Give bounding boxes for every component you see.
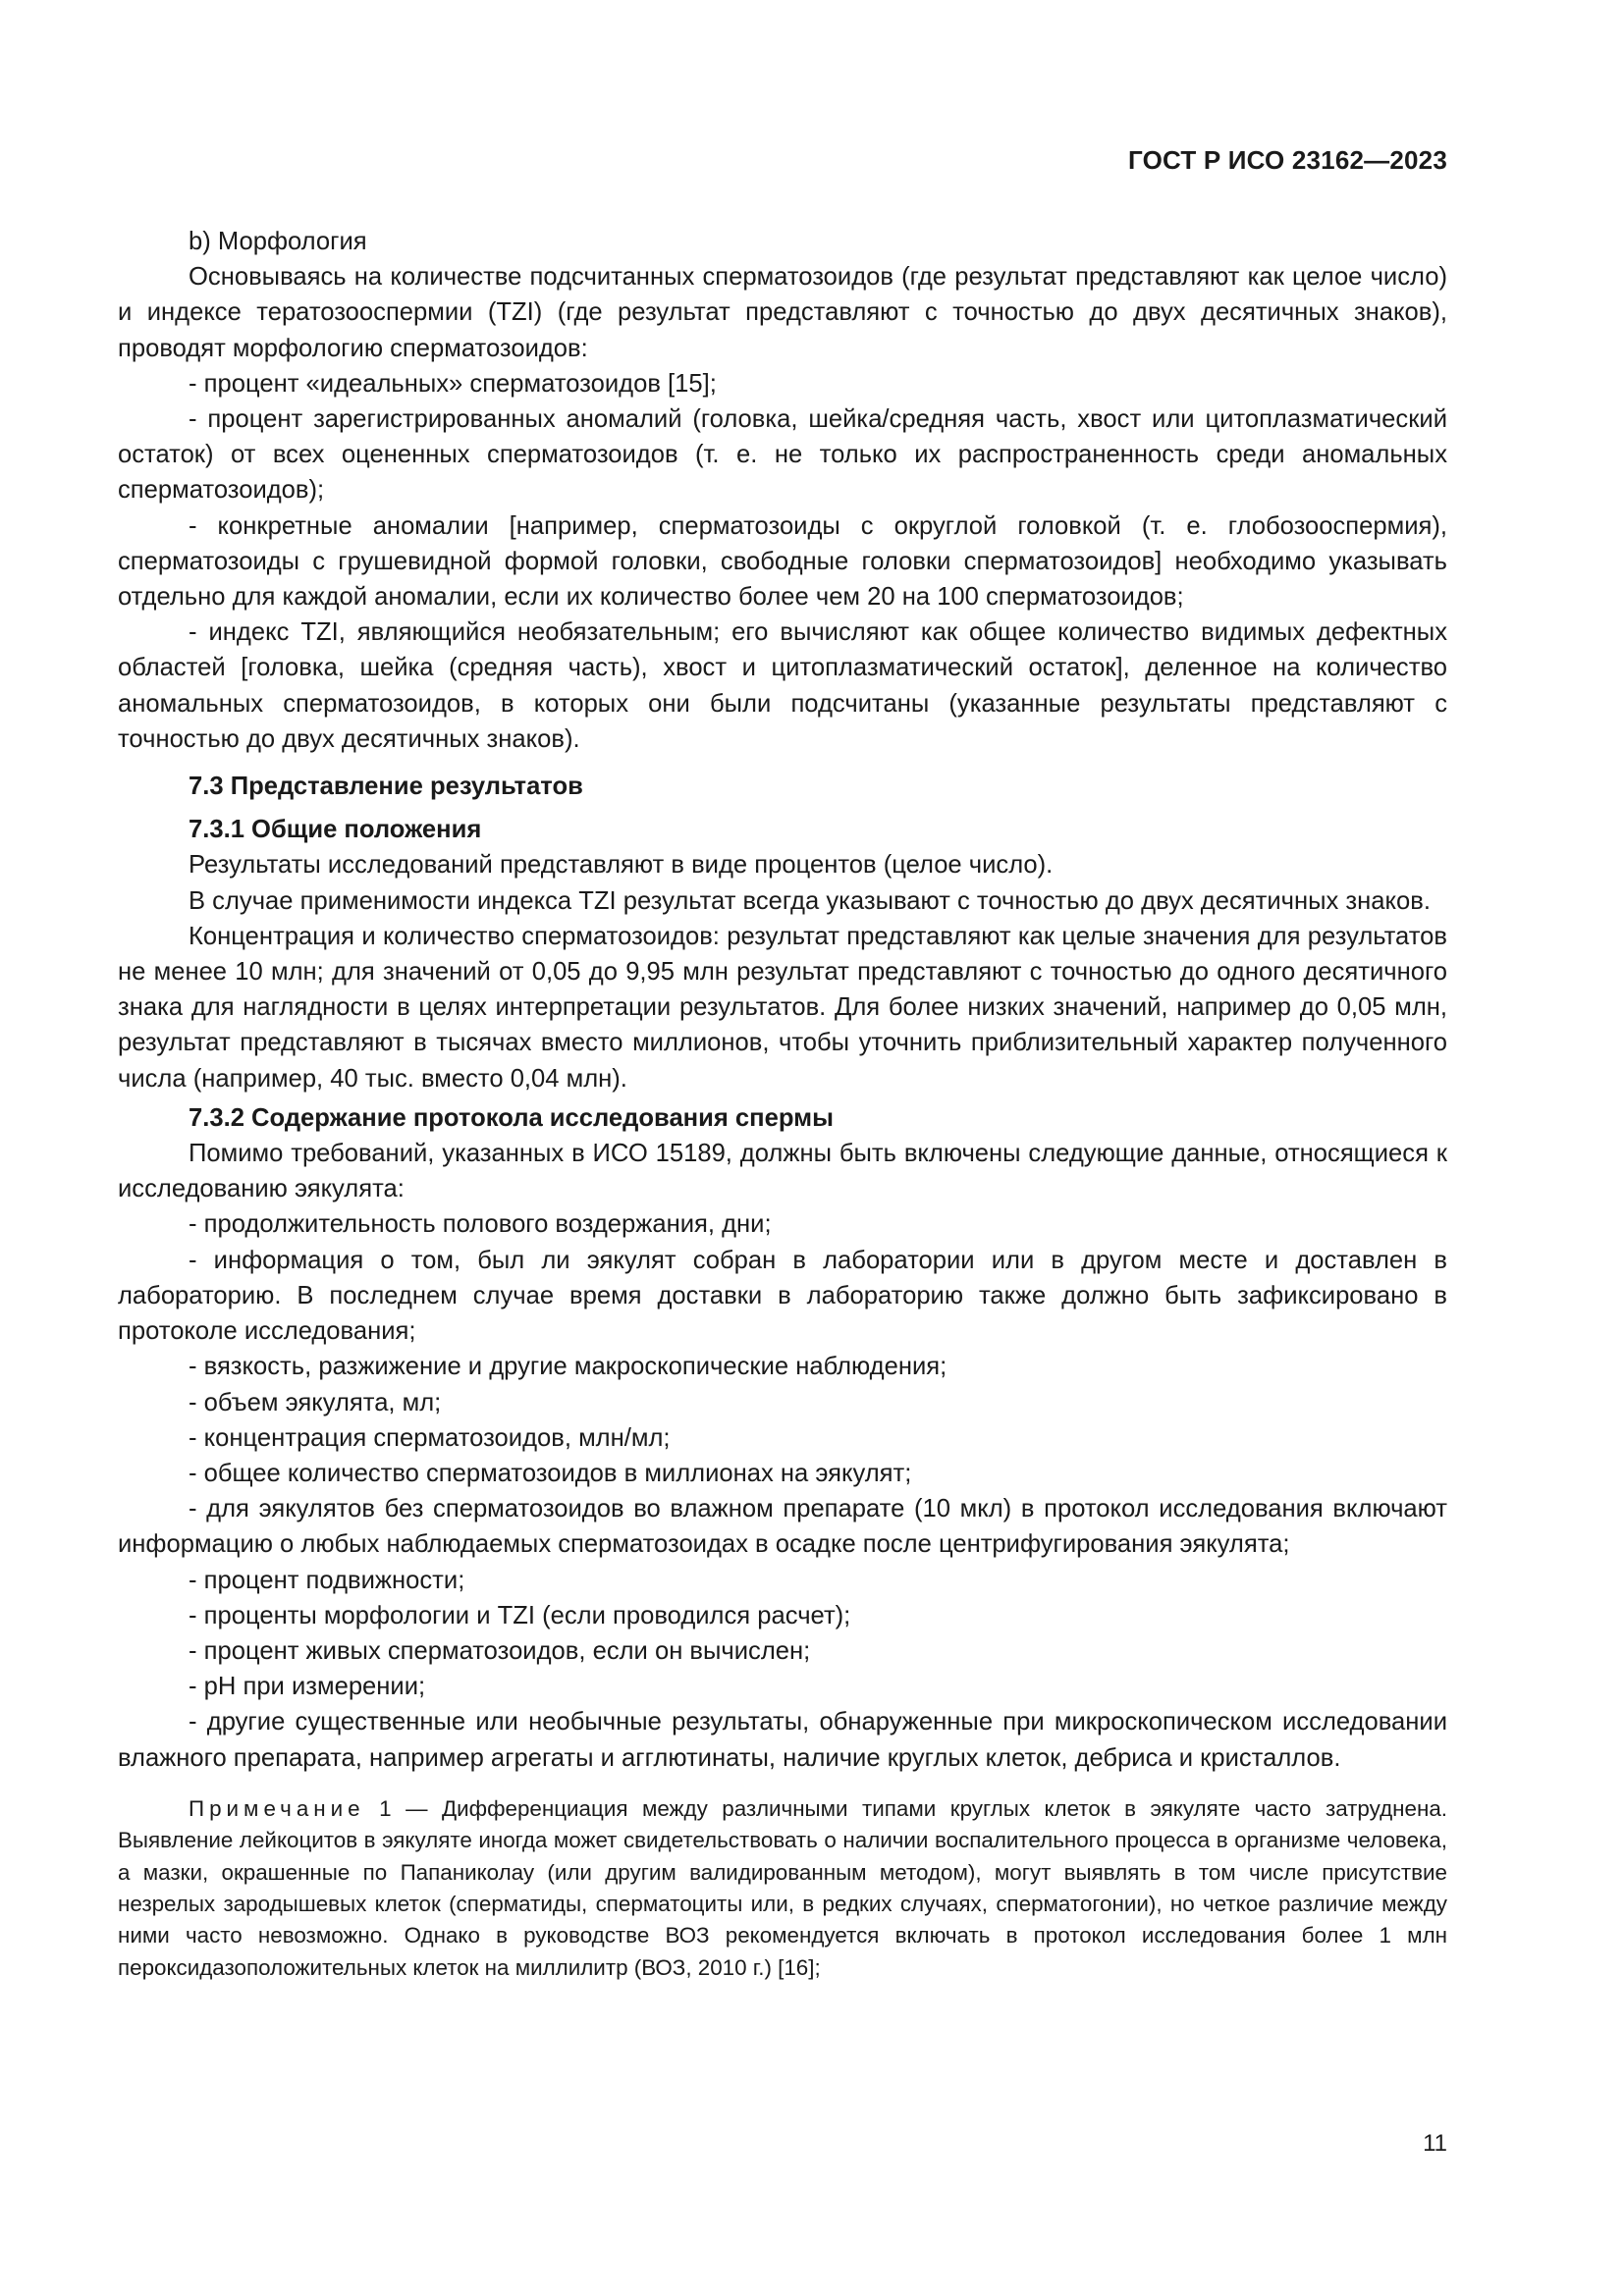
list-item: - вязкость, разжижение и другие макроскопические наблюдения; xyxy=(189,1353,947,1381)
list-item: - для эякулятов без сперматозоидов во влажном препарате (10 мкл) в протокол исследования включают информацию о любых наблюдаемых сперматозоидах в осадке после центрифугирования эякулята; xyxy=(118,1495,1447,1559)
subsection-b-title: b) Морфология xyxy=(189,228,367,255)
note-label: Примечание xyxy=(189,1795,365,1821)
paragraph: В случае применимости индекса TZI результат всегда указывают с точностью до двух десятичных знаков. xyxy=(189,886,1431,915)
list-item: - другие существенные или необычные результаты, обнаруженные при микроскопическом исследовании влажного препарата, например агрегаты и агглютинаты, наличие круглых клеток, дебриса и кристаллов. xyxy=(118,1708,1447,1772)
subsection-b-intro: Основываясь на количестве подсчитанных сперматозоидов (где результат представляют как целое число) и индексе тератозооспермии (TZI) (где результат представляют с точностью до двух десятичных знаков), проводят морфологию сперматозоидов: xyxy=(118,263,1447,362)
list-item: - pH при измерении; xyxy=(189,1673,426,1701)
paragraph: Результаты исследований представляют в виде процентов (целое число). xyxy=(189,851,1054,880)
list-item: - процент зарегистрированных аномалий (головка, шейка/средняя часть, хвост или цитоплазматический остаток) от всех оцененных сперматозоидов (т. е. не только их распространенность среди аномальных сперматозоидов); xyxy=(118,405,1447,505)
paragraph: Помимо требований, указанных в ИСО 15189, должны быть включены следующие данные, относящиеся к исследованию эякулята: xyxy=(118,1140,1447,1203)
list-item: - индекс TZI, являющийся необязательным; его вычисляют как общее количество видимых дефектных областей [головка, шейка (средняя часть), хвост и цитоплазматический остаток], деленное на количество аномальных сперматозоидов, в которых они были подсчитаны (указанные результаты представляют с точностью до двух десятичных знаков). xyxy=(118,618,1447,753)
list-item: - информация о том, был ли эякулят собран в лаборатории или в другом месте и доставлен в лабораторию. В последнем случае время доставки в лабораторию также должно быть зафиксировано в протоколе исследования; xyxy=(118,1246,1447,1346)
list-item: - процент подвижности; xyxy=(189,1566,465,1594)
note xyxy=(118,1793,1447,1984)
page-body xyxy=(118,224,1447,1984)
note-text: 1 — Дифференциация между различными типами круглых клеток в эякуляте часто затруднена. Выявление лейкоцитов в эякуляте иногда может свидетельствовать о наличии воспалительного процесса в организме человека, а мазки, окрашенные по Папаниколау (или другим валидированным методом), могут выявлять в том числе присутствие незрелых зародышевых клеток (сперматиды, сперматоциты или, в редких случаях, сперматогонии), но четкое различие между ними часто невозможно. Однако в руководстве ВОЗ рекомендуется включать в протокол исследования более 1 млн пероксидазоположительных клеток на миллилитр (ВОЗ, 2010 г.) [16]; xyxy=(118,1795,1448,1980)
document-code: ГОСТ Р ИСО 23162—2023 xyxy=(1127,145,1447,175)
section-7-3-1-heading: 7.3.1 Общие положения xyxy=(189,816,482,844)
page-number: 11 xyxy=(1423,2130,1447,2157)
list-item: - проценты морфологии и TZI (если проводился расчет); xyxy=(189,1601,851,1629)
list-item: - процент живых сперматозоидов, если он вычислен; xyxy=(189,1636,811,1665)
list-item: - конкретные аномалии [например, сперматозоиды с округлой головкой (т. е. глобозооспермия), сперматозоиды с грушевидной формой головки, свободные головки сперматозоидов] необходимо указывать отдельно для каждой аномалии, если их количество более чем 20 на 100 сперматозоидов; xyxy=(118,511,1447,612)
paragraph: Концентрация и количество сперматозоидов: результат представляют как целые значения для результатов не менее 10 млн; для значений от 0,05 до 9,95 млн результат представляют с точностью до одного десятичного знака для наглядности в целях интерпретации результатов. Для более низких значений, например до 0,05 млн, результат представляют в тысячах вместо миллионов, чтобы уточнить приблизительный характер полученного числа (например, 40 тыс. вместо 0,04 млн). xyxy=(118,922,1447,1093)
list-item: - объем эякулята, мл; xyxy=(189,1388,442,1416)
section-7-3-2-heading: 7.3.2 Содержание протокола исследования спермы xyxy=(189,1103,834,1132)
section-7-3-heading: 7.3 Представление результатов xyxy=(189,773,583,801)
list-item: - общее количество сперматозоидов в миллионах на эякулят; xyxy=(189,1459,912,1487)
list-item: - процент «идеальных» сперматозоидов [15]; xyxy=(189,369,717,398)
list-item: - концентрация сперматозоидов, млн/мл; xyxy=(189,1423,671,1452)
list-item: - продолжительность полового воздержания, дни; xyxy=(189,1210,772,1239)
